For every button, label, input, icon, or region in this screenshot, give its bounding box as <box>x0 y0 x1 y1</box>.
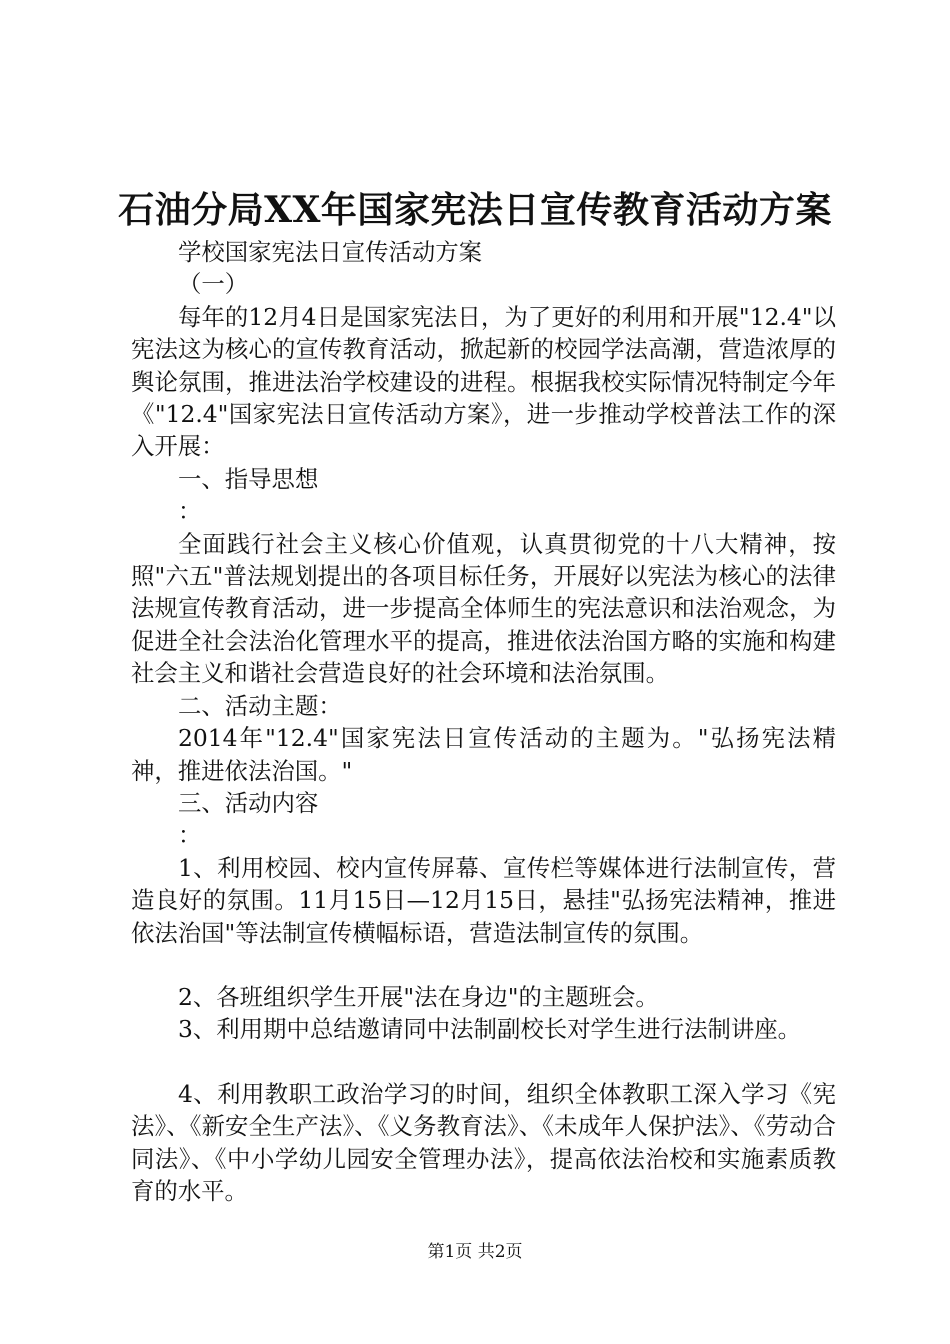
heading-activity-theme: 二、活动主题： <box>178 691 342 720</box>
document-body <box>131 236 836 1207</box>
intro-paragraph: 每年的12月4日是国家宪法日，为了更好的利用和开展"12.4"以宪法这为核心的宣传教育活动，掀起新的校园学法高潮，营造浓厚的舆论氛围，推进法治学校建设的进程。根据我校实际情况特制定今年《"12.4"国家宪法日宣传活动方案》，进一步推动学校普法工作的深入开展： <box>131 302 836 461</box>
heading-activity-content: 三、活动内容 <box>178 788 319 817</box>
content-item-1: 1、利用校园、校内宣传屏幕、宣传栏等媒体进行法制宣传，营造良好的氛围。11月15日—12月15日，悬挂"弘扬宪法精神，推进依法治国"等法制宣传横幅标语，营造法制宣传的氛围。 <box>131 853 836 947</box>
section-number: （一） <box>178 270 249 299</box>
subtitle-paragraph: 学校国家宪法日宣传活动方案 <box>178 238 483 266</box>
colon-line: ： <box>178 497 202 526</box>
activity-theme-paragraph: 2014年"12.4"国家宪法日宣传活动的主题为。"弘扬宪法精神，推进依法治国。" <box>131 724 836 785</box>
page-footer: 第1页 共2页 <box>427 1242 523 1262</box>
guiding-ideology-paragraph: 全面践行社会主义核心价值观，认真贯彻党的十八大精神，按照"六五"普法规划提出的各项目标任务，开展好以宪法为核心的法律法规宣传教育活动，进一步提高全体师生的宪法意识和法治观念，为促进全社会法治化管理水平的提高，推进依法治国方略的实施和构建社会主义和谐社会营造良好的社会环境和法治氛围。 <box>131 529 836 688</box>
heading-guiding-ideology: 一、指导思想 <box>178 464 319 493</box>
content-item-4: 4、利用教职工政治学习的时间，组织全体教职工深入学习《宪法》、《新安全生产法》、《义务教育法》、《未成年人保护法》、《劳动合同法》、《中小学幼儿园安全管理办法》，提高依法治校和实施素质教育的水平。 <box>131 1079 836 1205</box>
colon-line: ： <box>178 821 202 850</box>
content-item-2: 2、各班组织学生开展"法在身边"的主题班会。 <box>178 982 659 1011</box>
content-item-3: 3、利用期中总结邀请同中法制副校长对学生进行法制讲座。 <box>178 1015 802 1044</box>
document-title: 石油分局XX年国家宪法日宣传教育活动方案 <box>118 189 832 231</box>
